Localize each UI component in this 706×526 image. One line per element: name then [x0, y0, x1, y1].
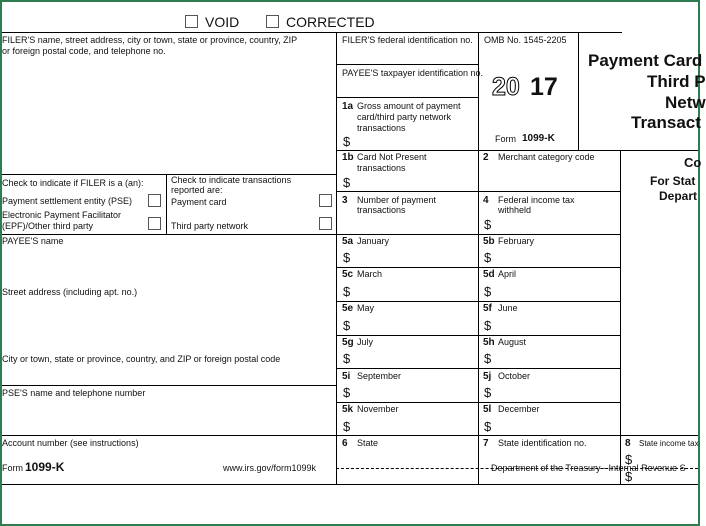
payee-tin-label: PAYEE'S taxpayer identification no.: [342, 68, 483, 78]
corrected-label: CORRECTED: [286, 14, 375, 30]
box-5i-dollar: $: [343, 385, 351, 400]
payee-city-label: City or town, state or province, country, and ZIP or foreign postal code: [2, 354, 281, 364]
box-5f-dollar: $: [484, 318, 492, 333]
rule: [336, 402, 620, 403]
box-5c-number: 5c: [342, 269, 354, 280]
pse-name-label: PSE'S name and telephone number: [2, 388, 146, 398]
rule: [166, 174, 167, 234]
box-1a-label-2: card/third party network: [357, 112, 452, 122]
box-8-number: 8: [625, 438, 631, 449]
rule: [336, 301, 620, 302]
box-5d-number: 5d: [483, 269, 495, 280]
box-1a-label: Gross amount of payment: [357, 101, 461, 111]
rule: [2, 32, 622, 33]
box-5d-label: April: [498, 269, 517, 279]
copy-line-1: Co: [684, 155, 702, 170]
pse-option-label: Payment settlement entity (PSE): [2, 196, 133, 206]
rule: [578, 32, 579, 150]
check-filer-label: Check to indicate if FILER is a (an):: [2, 178, 144, 188]
account-number-label: Account number (see instructions): [2, 438, 139, 448]
box-5h-dollar: $: [484, 351, 492, 366]
box-5a-number: 5a: [342, 236, 354, 247]
box-5i-label: September: [357, 371, 402, 381]
payee-street-label: Street address (including apt. no.): [2, 287, 138, 297]
payment-card-checkbox[interactable]: [319, 194, 332, 207]
epf-checkbox[interactable]: [148, 217, 161, 230]
box-5f-label: June: [498, 303, 518, 313]
box-5c-label: March: [357, 269, 383, 279]
box-5g-number: 5g: [342, 337, 354, 348]
footer-department: Department of the Treasury - Internal Revenue S: [491, 463, 686, 473]
box-4-dollar: $: [484, 217, 492, 232]
box-5b-dollar: $: [484, 250, 492, 265]
omb-number: OMB No. 1545-2205: [484, 35, 567, 45]
box-1b-dollar: $: [343, 175, 351, 190]
box-5l-label: December: [498, 404, 540, 414]
rule: [336, 368, 620, 369]
box-5a-label: January: [357, 236, 390, 246]
rule: [336, 267, 620, 268]
box-7-number: 7: [483, 438, 489, 449]
box-5k-dollar: $: [343, 419, 351, 434]
void-label: VOID: [205, 14, 240, 30]
box-5e-number: 5e: [342, 303, 354, 314]
rule: [620, 150, 621, 484]
pse-checkbox[interactable]: [148, 194, 161, 207]
epf-option-label-2: (EPF)/Other third party: [2, 221, 94, 231]
box-5g-label: July: [357, 337, 374, 347]
box-5e-dollar: $: [343, 318, 351, 333]
rule: [336, 97, 478, 98]
box-5g-dollar: $: [343, 351, 351, 366]
box-5j-number: 5j: [483, 371, 492, 382]
form-prefix: Form: [495, 134, 516, 144]
year-bold: 17: [530, 73, 558, 101]
filer-fid-label: FILER'S federal identification no.: [342, 35, 473, 45]
box-5b-label: February: [498, 236, 535, 246]
void-checkbox[interactable]: [185, 15, 198, 28]
box-2-number: 2: [483, 152, 489, 163]
rule: [478, 32, 479, 484]
box-5h-label: August: [498, 337, 527, 347]
check-transactions-label-2: reported are:: [171, 185, 223, 195]
box-4-number: 4: [483, 195, 489, 206]
third-party-checkbox[interactable]: [319, 217, 332, 230]
footer-url[interactable]: www.irs.gov/form1099k: [223, 463, 317, 473]
box-5l-dollar: $: [484, 419, 492, 434]
box-6-number: 6: [342, 438, 348, 449]
box-3-label-2: transactions: [357, 205, 406, 215]
check-transactions-label: Check to indicate transactions: [171, 175, 292, 185]
rule: [2, 234, 620, 235]
rule: [336, 191, 620, 192]
corrected-checkbox[interactable]: [266, 15, 279, 28]
footer-form-prefix: Form: [2, 463, 23, 473]
box-5h-number: 5h: [483, 337, 495, 348]
box-5j-label: October: [498, 371, 531, 381]
box-5b-number: 5b: [483, 236, 495, 247]
box-5e-label: May: [357, 303, 375, 313]
filer-label-cont: or foreign postal code, and telephone no.: [2, 46, 166, 56]
copy-line-3: Depart: [659, 189, 698, 203]
box-5k-number: 5k: [342, 404, 354, 415]
title-line-1: Payment Card: [588, 51, 703, 70]
box-3-label: Number of payment: [357, 195, 437, 205]
rule: [336, 64, 478, 65]
rule: [336, 32, 337, 484]
box-7-label: State identification no.: [498, 438, 587, 448]
box-5j-dollar: $: [484, 385, 492, 400]
box-6-label: State: [357, 438, 379, 448]
rule: [2, 484, 698, 485]
box-8-label: State income tax: [639, 439, 699, 448]
rule: [336, 150, 698, 151]
box-8-dollar: $: [625, 452, 633, 467]
box-5i-number: 5i: [342, 371, 351, 382]
box-5k-label: November: [357, 404, 399, 414]
filer-label: FILER'S name, street address, city or town, state or province, country, ZIP: [2, 35, 298, 45]
footer-form-name: 1099-K: [25, 460, 65, 474]
box-1a-dollar: $: [343, 134, 351, 149]
box-5a-dollar: $: [343, 250, 351, 265]
box-8-dollar-2: $: [625, 469, 633, 484]
box-3-number: 3: [342, 195, 348, 206]
box-4-label: Federal income tax: [498, 195, 575, 205]
box-5l-number: 5l: [483, 404, 492, 415]
box-1a-number: 1a: [342, 101, 354, 112]
box-5d-dollar: $: [484, 284, 492, 299]
box-1b-label: Card Not Present: [357, 152, 427, 162]
payment-card-label: Payment card: [171, 197, 227, 207]
box-5c-dollar: $: [343, 284, 351, 299]
copy-line-2: For Stat: [650, 174, 696, 188]
rule: [336, 335, 620, 336]
form-name: 1099-K: [522, 133, 555, 144]
third-party-label: Third party network: [171, 221, 249, 231]
box-1a-label-3: transactions: [357, 123, 406, 133]
box-1b-number: 1b: [342, 152, 354, 163]
box-1b-label-2: transactions: [357, 163, 406, 173]
rule: [2, 435, 698, 436]
box-5f-number: 5f: [483, 303, 492, 314]
box-2-label: Merchant category code: [498, 152, 595, 162]
epf-option-label: Electronic Payment Facilitator: [2, 210, 122, 220]
year-outline: 20: [492, 73, 520, 101]
title-line-4: Transact: [631, 113, 701, 132]
title-line-3: Netw: [665, 93, 706, 112]
box-4-label-2: withheld: [498, 205, 532, 215]
title-line-2: Third P: [647, 72, 706, 91]
payee-name-label: PAYEE'S name: [2, 236, 64, 246]
rule: [2, 385, 336, 386]
